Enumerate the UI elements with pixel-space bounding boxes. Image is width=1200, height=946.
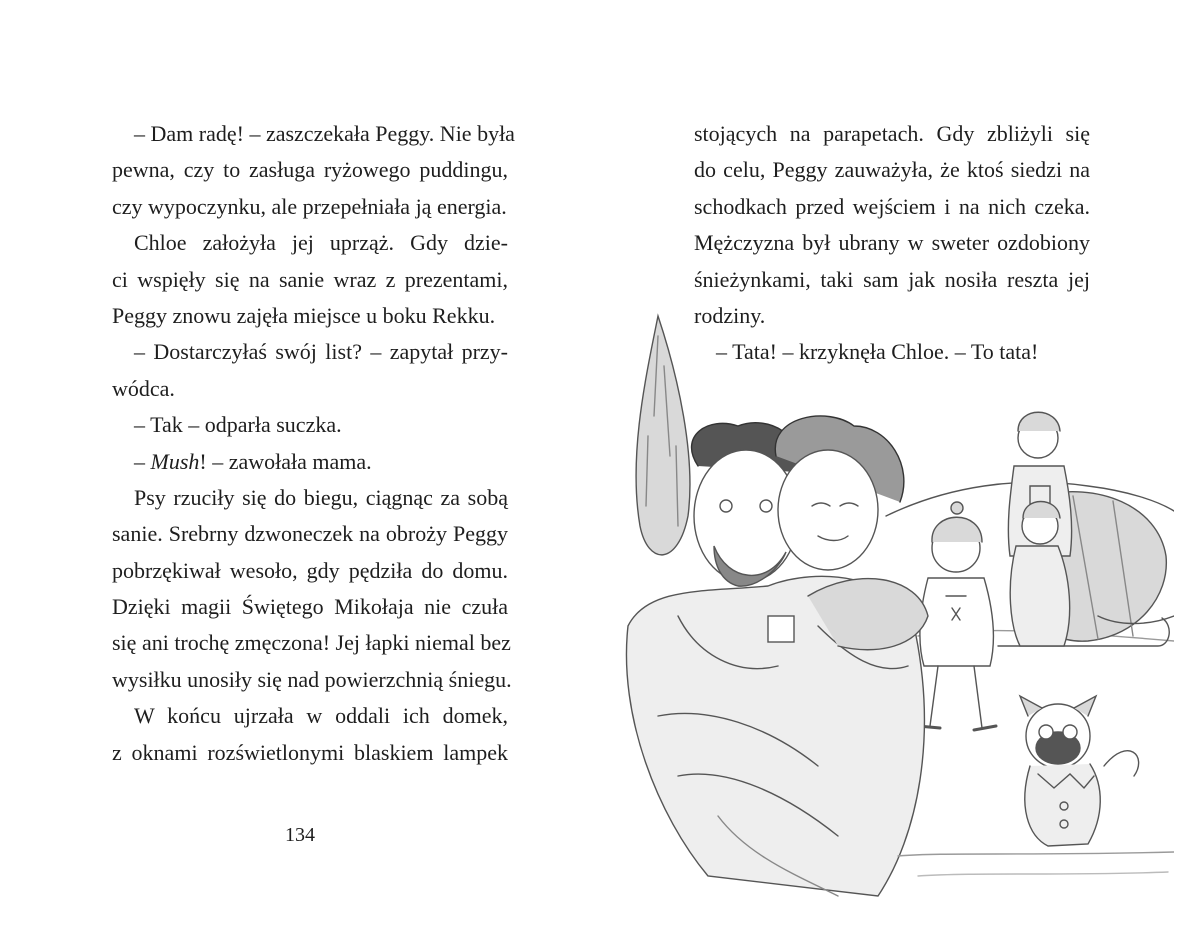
text-line: z oknami rozświetlonymi blaskiem lampek — [112, 739, 508, 765]
text-line: Chloe założyła jej uprząż. Gdy dzie- — [134, 230, 508, 256]
text-line: pobrzękiwał wesoło, gdy pędziła do domu. — [112, 557, 508, 583]
left-page-text — [112, 116, 515, 771]
text-line: śnieżynkami, taki sam jak nosiła reszta jej — [694, 266, 1090, 292]
text-line: Psy rzuciły się do biegu, ciągnąc za sobą — [134, 484, 508, 510]
text-line: – Dam radę! – zaszczekała Peggy. Nie była — [134, 121, 515, 146]
cypress-tree — [636, 316, 690, 555]
illustration-sketch — [618, 296, 1174, 900]
page-number: 134 — [285, 824, 315, 846]
text-line: pewna, czy to zasługa ryżowego puddingu, — [112, 157, 508, 183]
text-line: Peggy znowu zajęła miejsce u boku Rekku. — [112, 302, 496, 328]
text-line: do celu, Peggy zauważyła, że ktoś siedzi na — [694, 157, 1090, 183]
text-line: stojących na parapetach. Gdy zbliżyli się — [694, 121, 1090, 146]
text-line: wysiłku unosiły się nad powierzchnią śniegu. — [112, 666, 512, 692]
text-line: – Dostarczyłaś swój list? – zapytał przy- — [134, 339, 508, 365]
text-line: czy wypoczynku, ale przepełniała ją energia. — [112, 193, 507, 219]
text-line: W końcu ujrzała w oddali ich domek, — [134, 703, 508, 729]
pug-dog — [1020, 696, 1139, 846]
text-line: – Tata! – krzyknęła Chloe. – To tata! — [716, 339, 1039, 365]
text-line: schodkach przed wejściem i na nich czeka. — [694, 193, 1090, 219]
text-line: – Mush! – zawołała mama. — [134, 448, 372, 474]
text-line: sanie. Srebrny dzwoneczek na obroży Peggy — [112, 521, 508, 547]
right-page — [600, 0, 1200, 946]
text-line: ci wspięły się na sanie wraz z prezentami, — [112, 266, 508, 292]
text-line: się ani trochę zmęczona! Jej łapki niemal bez — [112, 630, 511, 656]
text-line: – Tak – odparła suczka. — [134, 412, 342, 438]
text-line: Mężczyzna był ubrany w sweter ozdobiony — [694, 230, 1090, 256]
text-line: Dzięki magii Świętego Mikołaja nie czuła — [112, 594, 508, 620]
text-line: wódca. — [112, 375, 175, 401]
text-line: rodziny. — [694, 302, 766, 328]
illustration-family-reunion — [618, 296, 1174, 900]
